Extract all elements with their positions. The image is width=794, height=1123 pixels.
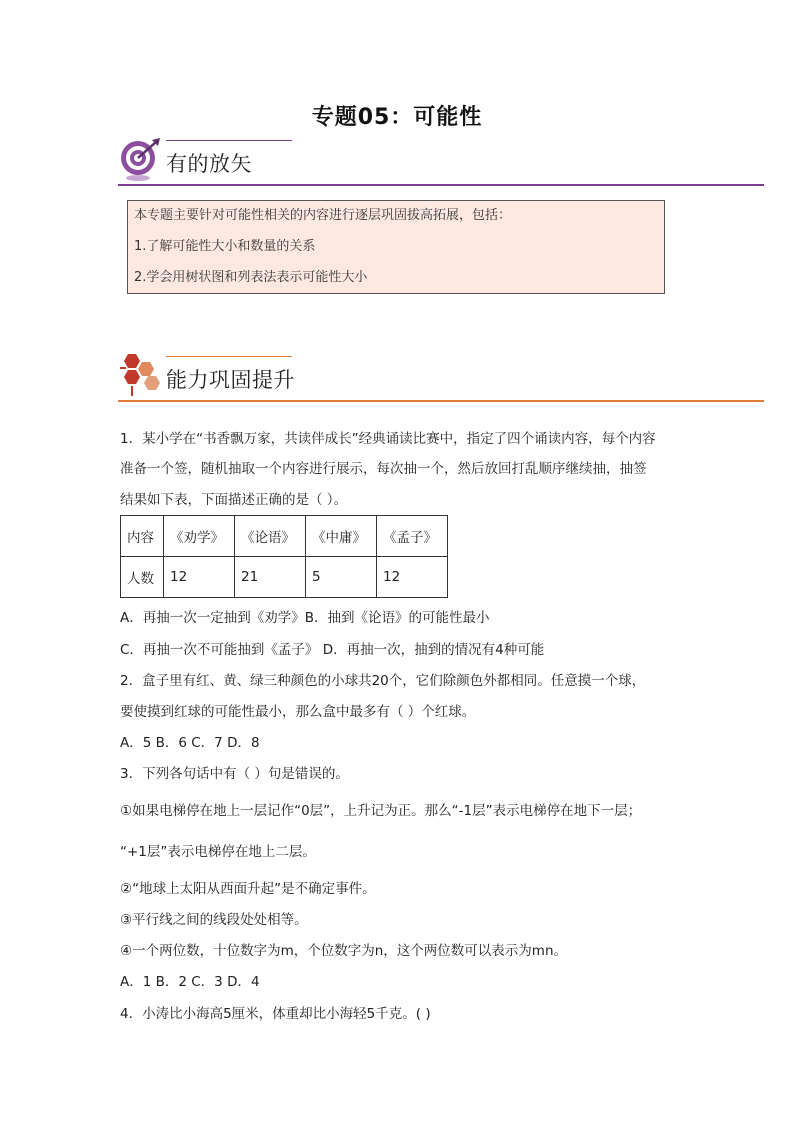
goal-item: 1.了解可能性大小和数量的关系 [134, 239, 316, 254]
q2-line: 要使摸到红球的可能性最小，那么盒中最多有（ ）个红球。 [120, 704, 476, 720]
q3-options: A．1 B．2 C．3 D．4 [120, 974, 260, 990]
q1-result-table [120, 515, 448, 598]
page-title: 专题05：可能性 [311, 105, 483, 130]
section-rule [118, 184, 764, 186]
target-icon [118, 136, 162, 182]
table-cell: 《孟子》 [377, 516, 448, 557]
q1-options: C．再抽一次不可能抽到《孟子》 D．再抽一次，抽到的情况有4种可能 [120, 642, 545, 658]
section-top-line [166, 356, 292, 357]
table-cell: 内容 [121, 516, 164, 557]
goals-box [127, 200, 665, 294]
hexagon-cluster-icon [118, 352, 164, 400]
section-title-goals: 有的放矢 [166, 152, 252, 176]
table-row [121, 557, 448, 598]
table-cell: 5 [306, 557, 377, 598]
q3-statement: ①如果电梯停在地上一层记作“0层”，上升记为正。那么“-1层”表示电梯停在地下一层； [120, 803, 642, 819]
q1-line: 结果如下表，下面描述正确的是（ ）。 [120, 492, 348, 508]
goal-item: 2.学会用树状图和列表法表示可能性大小 [134, 270, 368, 285]
q3-statement: ③平行线之间的线段处处相等。 [120, 912, 308, 928]
q3-stem: 3．下列各句话中有（ ）句是错误的。 [120, 766, 349, 782]
section-title-practice: 能力巩固提升 [166, 368, 295, 392]
table-cell: 《论语》 [235, 516, 306, 557]
q1-options: A．再抽一次一定抽到《劝学》B．抽到《论语》的可能性最小 [120, 610, 490, 626]
table-header-row [121, 516, 448, 557]
q2-line: 2．盒子里有红、黄、绿三种颜色的小球共20个，它们除颜色外都相同。任意摸一个球， [120, 673, 646, 689]
table-cell: 人数 [121, 557, 164, 598]
table-cell: 《中庸》 [306, 516, 377, 557]
section-rule [118, 400, 764, 402]
q1-line: 1．某小学在“书香飘万家，共读伴成长”经典诵读比赛中，指定了四个诵读内容，每个内容 [120, 431, 656, 447]
q3-statement: ②“地球上太阳从西面升起”是不确定事件。 [120, 881, 376, 897]
q4-stem: 4．小涛比小海高5厘米，体重却比小海轻5千克。( ) [120, 1006, 431, 1022]
table-cell: 12 [377, 557, 448, 598]
table-cell: 《劝学》 [164, 516, 235, 557]
section-top-line [166, 140, 292, 141]
section-header-goals [118, 136, 764, 186]
table-cell: 21 [235, 557, 306, 598]
q2-options: A．5 B．6 C．7 D．8 [120, 735, 260, 751]
q3-statement: “+1层”表示电梯停在地上二层。 [120, 844, 316, 860]
section-header-practice [118, 352, 764, 402]
table-cell: 12 [164, 557, 235, 598]
q3-statement: ④一个两位数，十位数字为m，个位数字为n，这个两位数可以表示为mn。 [120, 943, 568, 959]
goals-intro: 本专题主要针对可能性相关的内容进行逐层巩固拔高拓展，包括： [134, 208, 512, 223]
q1-line: 准备一个签，随机抽取一个内容进行展示，每次抽一个，然后放回打乱顺序继续抽，抽签 [120, 461, 647, 477]
